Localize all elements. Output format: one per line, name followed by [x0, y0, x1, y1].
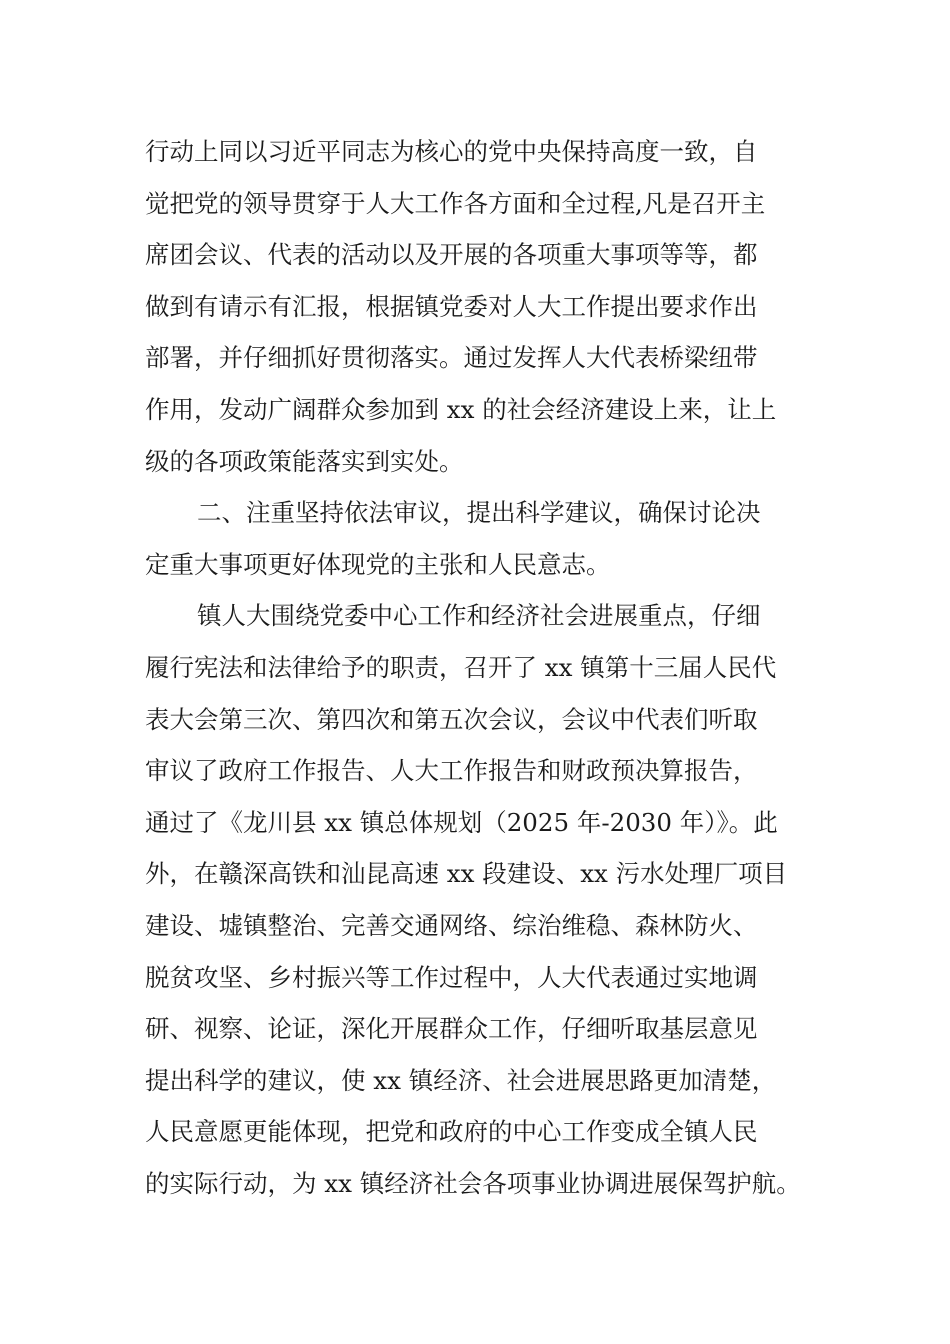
- text-line-16: 建设、墟镇整治、完善交通网络、综治维稳、森林防火、: [145, 910, 758, 940]
- text-line-17: 脱贫攻坚、乡村振兴等工作过程中，人大代表通过实地调: [145, 962, 758, 992]
- text-line-1: 行动上同以习近平同志为核心的党中央保持高度一致，自: [145, 137, 758, 166]
- text-line-20: 人民意愿更能体现，把党和政府的中心工作变成全镇人民: [145, 1117, 758, 1147]
- text-line-5: 部署，并仔细抓好贯彻落实。通过发挥人大代表桥梁纽带: [145, 343, 758, 373]
- text-line-2: 觉把党的领导贯穿于人大工作各方面和全过程,凡是召开主: [145, 188, 766, 218]
- text-line-4: 做到有请示有汇报，根据镇党委对人大工作提出要求作出: [145, 291, 758, 321]
- document-body: [145, 126, 845, 1209]
- text-line-14: 通过了《龙川县 xx 镇总体规划（2025 年-2030 年）》。此: [145, 807, 778, 837]
- text-line-3: 席团会议、代表的活动以及开展的各项重大事项等等，都: [145, 240, 758, 270]
- text-line-7: 级的各项政策能落实到实处。: [145, 446, 464, 476]
- section-heading-line-2: 定重大事项更好体现党的主张和人民意志。: [145, 549, 611, 579]
- text-line-10: 镇人大围绕党委中心工作和经济社会进展重点，仔细: [197, 601, 761, 631]
- text-line-18: 研、视察、论证，深化开展群众工作，仔细听取基层意见: [145, 1014, 758, 1044]
- text-line-12: 表大会第三次、第四次和第五次会议，会议中代表们听取: [145, 704, 758, 734]
- text-line-11: 履行宪法和法律给予的职责，召开了 xx 镇第十三届人民代: [145, 652, 777, 682]
- text-line-6: 作用，发动广阔群众参加到 xx 的社会经济建设上来，让上: [145, 394, 777, 424]
- text-line-21: 的实际行动，为 xx 镇经济社会各项事业协调进展保驾护航。: [145, 1168, 801, 1198]
- text-line-13: 审议了政府工作报告、人大工作报告和财政预决算报告，: [145, 756, 758, 786]
- text-line-15: 外，在赣深高铁和汕昆高速 xx 段建设、xx 污水处理厂项目: [145, 859, 788, 889]
- text-line-19: 提出科学的建议，使 xx 镇经济、社会进展思路更加清楚，: [145, 1065, 777, 1095]
- section-heading-line-1: 二、注重坚持依法审议，提出科学建议，确保讨论决: [197, 498, 761, 528]
